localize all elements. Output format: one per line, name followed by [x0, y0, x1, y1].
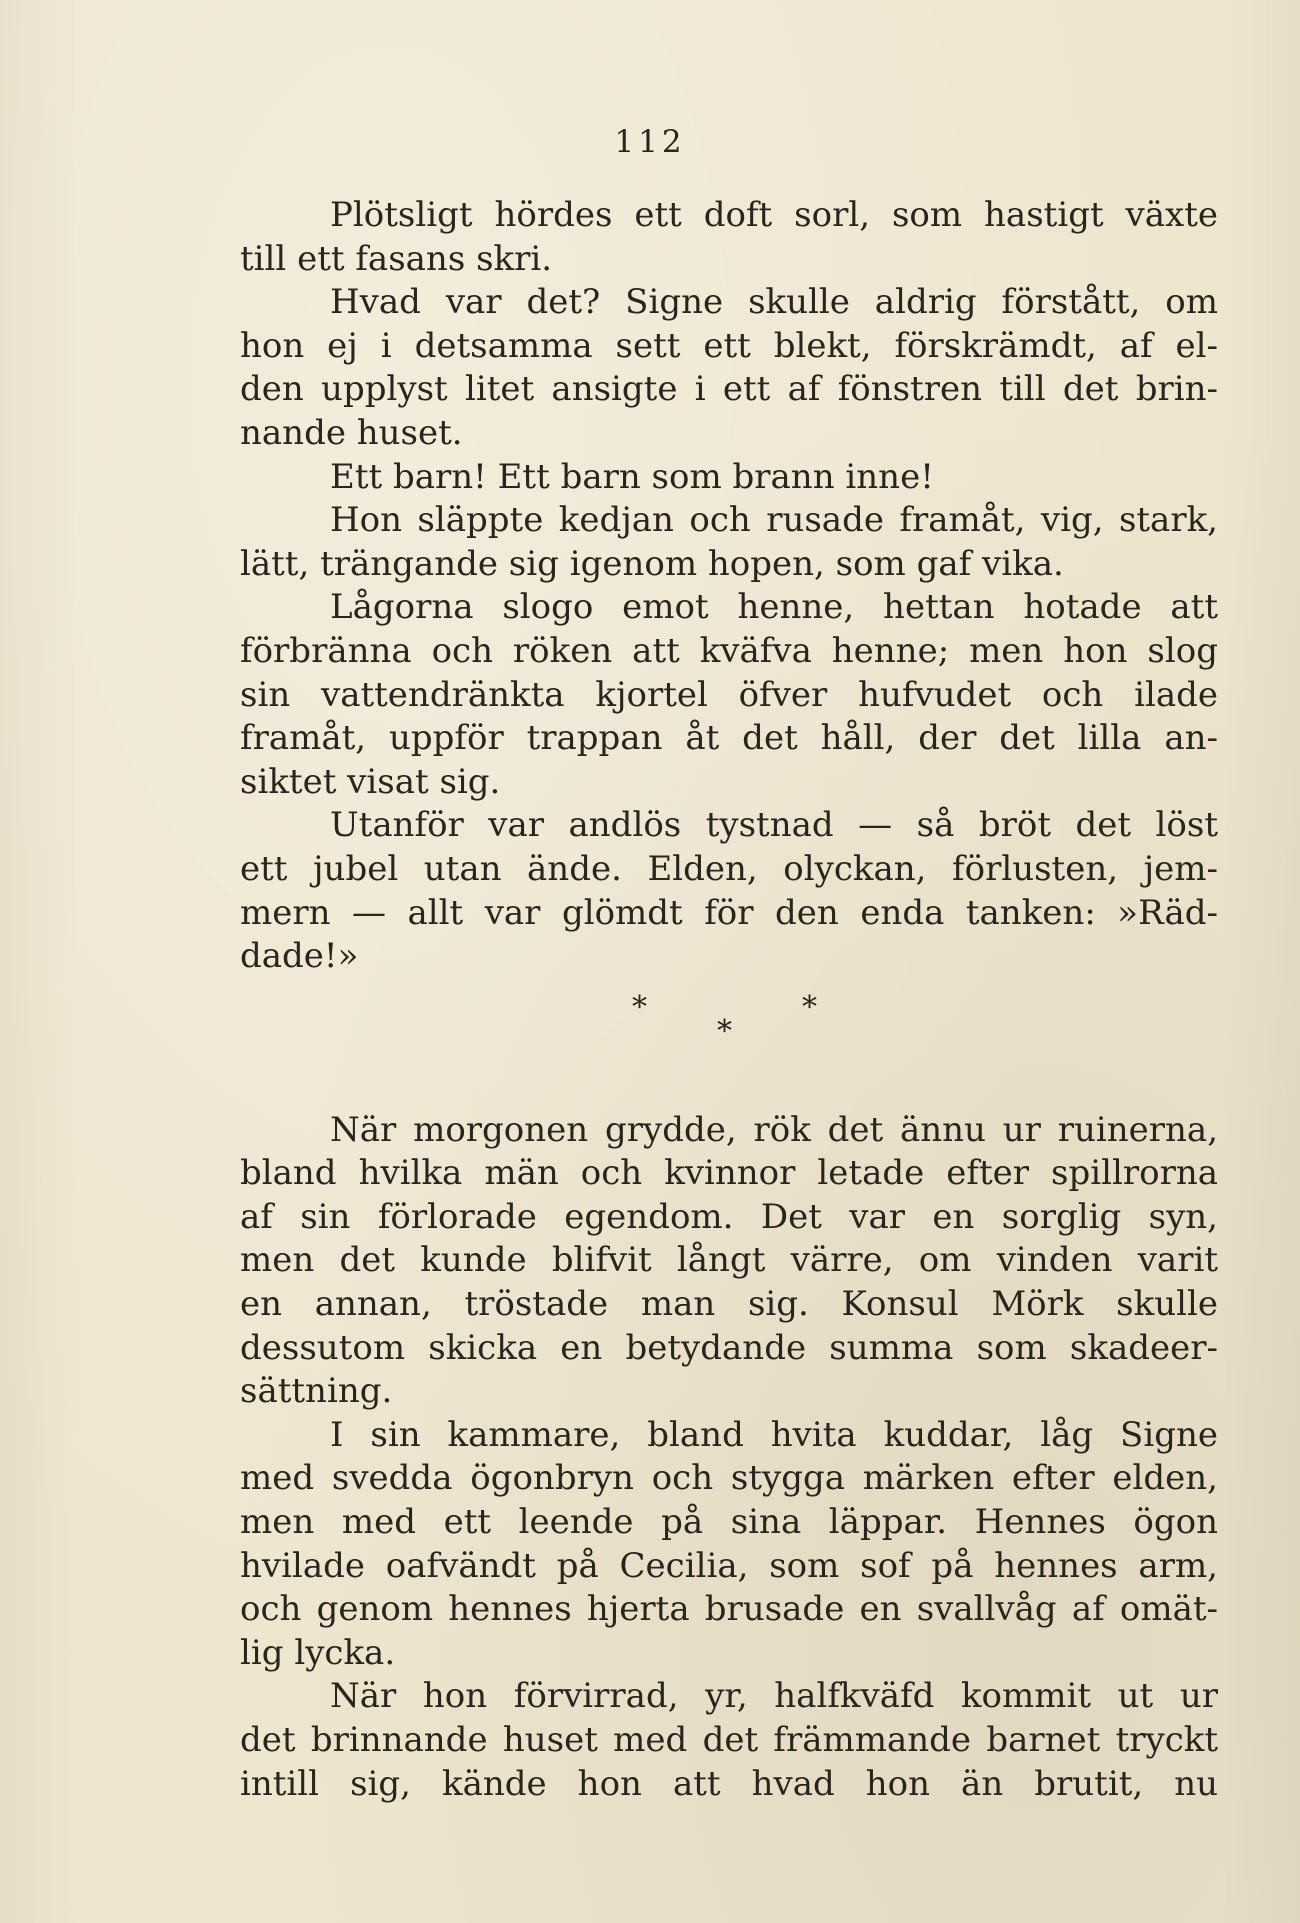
text-line: sin vattendränkta kjortel öfver hufvudet och ilade	[240, 674, 1218, 715]
text-line: men med ett leende på sina läppar. Hennes ögon	[240, 1502, 1218, 1543]
text-line: Ett barn! Ett barn som brann inne!	[330, 456, 934, 497]
text-line: När hon förvirrad, yr, halfkväfd kommit ut ur	[330, 1676, 1218, 1717]
text-line: Utanför var andlös tystnad — så bröt det löst	[330, 805, 1218, 846]
text-line: När morgonen grydde, rök det ännu ur ruinerna,	[330, 1109, 1218, 1150]
text-line: och genom hennes hjerta brusade en svallvåg af omät-	[240, 1589, 1218, 1630]
text-line: lig lycka.	[240, 1632, 396, 1673]
text-line: dessutom skicka en betydande summa som skadeer-	[240, 1327, 1218, 1368]
text-line: framåt, uppför trappan åt det håll, der det lilla an-	[240, 718, 1218, 759]
page-number: 112	[614, 124, 686, 160]
text-line: siktet visat sig.	[240, 761, 501, 802]
asterisk: *	[802, 989, 817, 1025]
text-line: nande huset.	[240, 412, 463, 453]
text-line: den upplyst litet ansigte i ett af fönstren till det brin-	[240, 369, 1218, 410]
text-line: dade!»	[240, 936, 359, 977]
text-line: ett jubel utan ände. Elden, olyckan, förlusten, jem-	[240, 848, 1218, 889]
text-line: hon ej i detsamma sett ett blekt, förskrämdt, af el-	[240, 325, 1218, 366]
text-line: till ett fasans skri.	[240, 238, 553, 279]
text-line: bland hvilka män och kvinnor letade efter spillrorna	[240, 1153, 1218, 1194]
section-break-asterisks	[240, 979, 1218, 1109]
text-line: Lågorna slogo emot henne, hettan hotade att	[330, 587, 1218, 628]
body-text	[240, 194, 1218, 1806]
text-line: Plötsligt hördes ett doft sorl, som hastigt växte	[330, 195, 1218, 235]
text-line: Hon släppte kedjan och rusade framåt, vig, stark,	[330, 500, 1218, 541]
text-line: med svedda ögonbryn och stygga märken efter elden,	[240, 1458, 1218, 1499]
text-line: men det kunde blifvit långt värre, om vinden varit	[240, 1240, 1218, 1281]
text-line: förbränna och röken att kväfva henne; men hon slog	[240, 630, 1218, 671]
text-line: det brinnande huset med det främmande barnet tryckt	[240, 1720, 1218, 1760]
text-line: Hvad var det? Signe skulle aldrig förstått, om	[330, 282, 1218, 323]
text-line: hvilade oafvändt på Cecilia, som sof på hennes arm,	[240, 1545, 1218, 1586]
text-line: intill sig, kände hon att hvad hon än brutit, nu	[240, 1763, 1218, 1804]
asterisk: *	[632, 989, 647, 1025]
text-line: sättning.	[240, 1371, 393, 1412]
asterisk: *	[717, 1013, 732, 1049]
text-line: mern — allt var glömdt för den enda tanken: »Räd-	[240, 892, 1218, 933]
text-line: af sin förlorade egendom. Det var en sorglig syn,	[240, 1196, 1218, 1237]
text-line: I sin kammare, bland hvita kuddar, låg Signe	[330, 1414, 1218, 1455]
text-line: lätt, trängande sig igenom hopen, som gaf vika.	[240, 543, 1064, 584]
text-line: en annan, tröstade man sig. Konsul Mörk skulle	[240, 1284, 1218, 1325]
